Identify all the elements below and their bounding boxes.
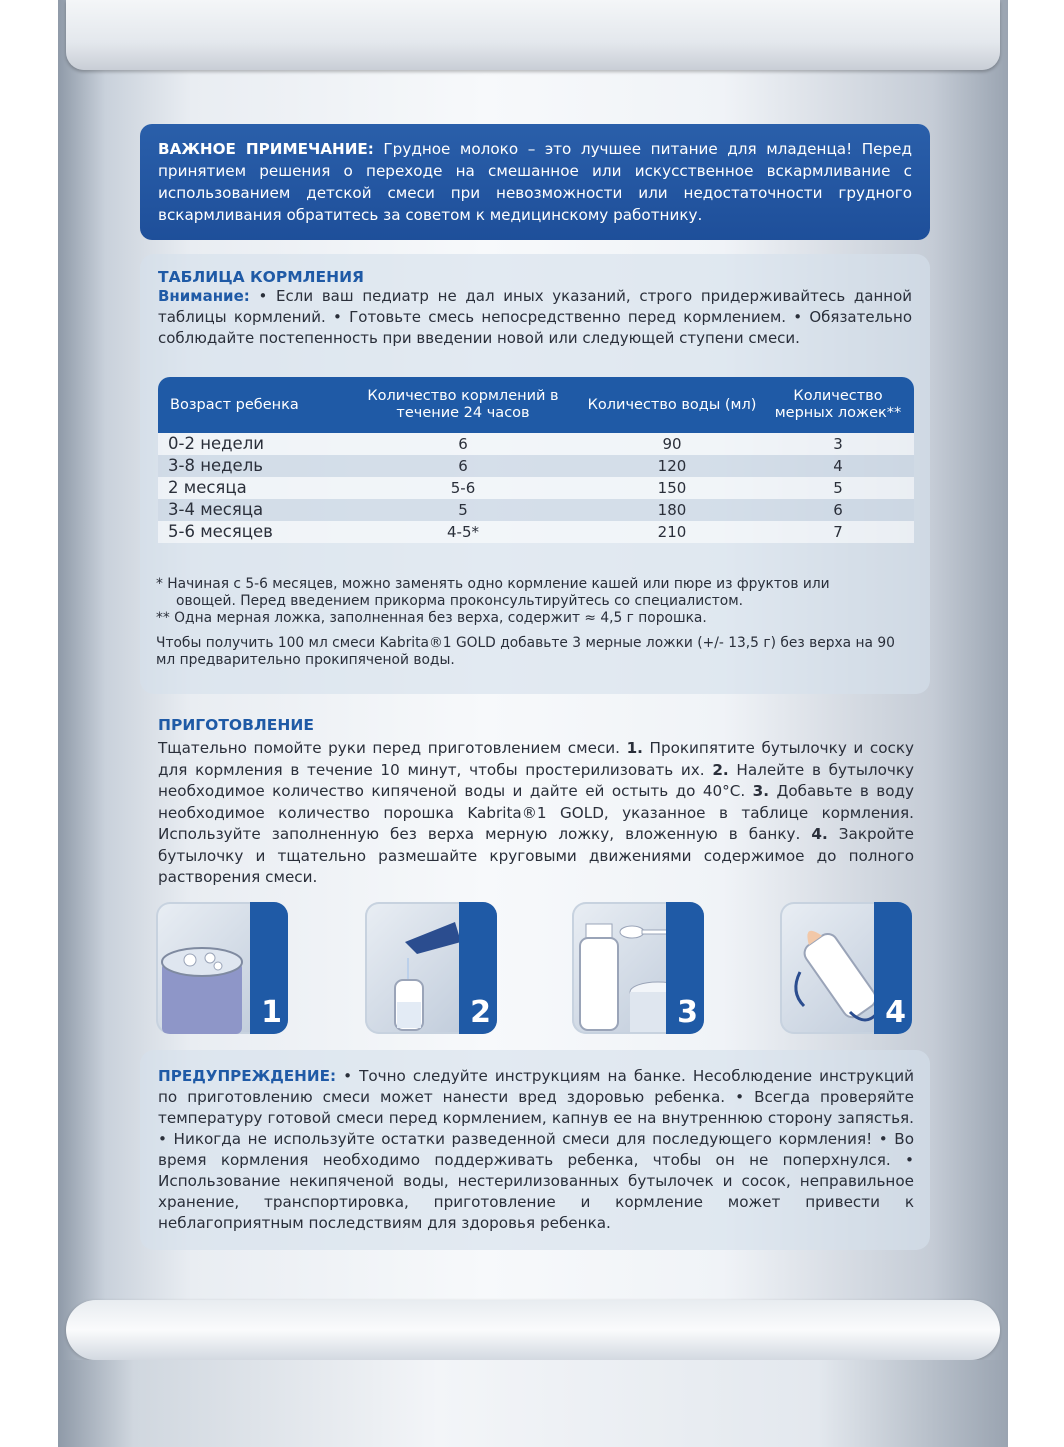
prep-step-1: Прокипятите бутылочку и соску для кормления в течение 10 минут, чтобы простерилизовать их. xyxy=(158,739,914,779)
cell-feedings: 5-6 xyxy=(344,477,582,499)
warning-label: ПРЕДУПРЕЖДЕНИЕ: xyxy=(158,1067,337,1085)
prep-step-3-num: 3. xyxy=(752,782,770,800)
step-number: 2 xyxy=(470,995,491,1030)
footnote-1: * Начиная с 5-6 месяцев, можно заменять одно кормление кашей или пюре из фруктов или xyxy=(156,576,830,592)
prep-step-1-num: 1. xyxy=(626,739,643,757)
prep-step-3: Добавьте в воду необходимое количество порошка Kabrita®1 GOLD, указанное в таблице кормления. Используйте заполненную без верха мерную ложку, вложенную в банку. xyxy=(158,782,914,843)
cell-feedings: 5 xyxy=(344,499,582,521)
table-row xyxy=(158,521,914,543)
attention-text: • Если ваш педиатр не дал иных указаний, строго придерживайтесь данной таблицы кормлений. • Готовьте смесь непосредственно перед кормлением. • Обязательно соблюдайте постепенность при введении новой или следующей ступени смеси. xyxy=(158,287,912,347)
warning-text: • Точно следуйте инструкциям на банке. Несоблюдение инструкций по приготовлению смеси может нанести вред здоровью ребенка. • Всегда проверяйте температуру готовой смеси перед кормлением, капнув ее на внутреннюю сторону запястья. • Никогда не используйте остатки разведенной смеси для последующего кормления! • Во время кормления необходимо поддерживать ребенка, чтобы он не поперхнулся. • Использование некипяченой воды, нестерилизованных бутылочек и сосок, неправильное хранение, транспортировка, приготовление и кормление может привести к неблагоприятным последствиям для здоровья ребенка. xyxy=(158,1067,914,1232)
header-feedings: Количество кормлений в течение 24 часов xyxy=(344,377,582,433)
cell-age: 5-6 месяцев xyxy=(158,521,344,543)
can-rim xyxy=(66,1300,1000,1360)
step-3-illustration xyxy=(572,902,704,1034)
prep-intro: Тщательно помойте руки перед приготовлением смеси. xyxy=(158,739,627,757)
cell-spoons: 7 xyxy=(762,521,914,543)
prep-step-4-num: 4. xyxy=(811,825,828,843)
footnote-2: ** Одна мерная ложка, заполненная без верха, содержит ≈ 4,5 г порошка. xyxy=(156,610,707,626)
header-water: Количество воды (мл) xyxy=(582,377,762,433)
feeding-table-header xyxy=(158,377,914,433)
cell-age: 3-4 месяца xyxy=(158,499,344,521)
cell-water: 210 xyxy=(582,521,762,543)
feeding-table xyxy=(158,377,914,543)
table-row xyxy=(158,477,914,499)
step-number: 1 xyxy=(261,995,282,1030)
step-2-illustration xyxy=(365,902,497,1034)
cell-feedings: 4-5* xyxy=(344,521,582,543)
prep-step-2-num: 2. xyxy=(712,760,729,779)
header-age: Возраст ребенка xyxy=(158,377,344,433)
step-number: 4 xyxy=(885,995,906,1030)
preparation-text xyxy=(158,738,914,889)
cell-feedings: 6 xyxy=(344,455,582,477)
step-number: 3 xyxy=(677,995,698,1030)
feeding-footnotes xyxy=(156,576,916,669)
feeding-attention xyxy=(158,286,912,349)
cell-water: 120 xyxy=(582,455,762,477)
cell-spoons: 3 xyxy=(762,433,914,455)
footnote-1-cont: овощей. Перед введением прикорма проконсультируйтесь со специалистом. xyxy=(176,593,744,609)
preparation-title: ПРИГОТОВЛЕНИЕ xyxy=(158,716,314,734)
attention-label: Внимание: xyxy=(158,287,250,305)
step-1-illustration xyxy=(156,902,288,1034)
cell-water: 90 xyxy=(582,433,762,455)
header-spoons: Количество мерных ложек** xyxy=(762,377,914,433)
cell-spoons: 6 xyxy=(762,499,914,521)
cell-age: 3-8 недель xyxy=(158,455,344,477)
cell-spoons: 4 xyxy=(762,455,914,477)
cell-water: 150 xyxy=(582,477,762,499)
warning-text-block xyxy=(158,1066,914,1234)
important-note xyxy=(140,124,930,240)
cell-spoons: 5 xyxy=(762,477,914,499)
cell-feedings: 6 xyxy=(344,433,582,455)
prep-step-2: Налейте в бутылочку необходимое количество кипяченой воды и дайте ей остыть до 40°C. xyxy=(158,760,914,800)
important-note-text: Грудное молоко – это лучшее питание для младенца! Перед принятием решения о переходе на смешанное или искусственное вскармливание с использованием детской смеси при невозможности или недостаточности грудного вскармливания обратитесь за советом к медицинскому работнику. xyxy=(158,140,912,224)
step-4-illustration xyxy=(780,902,912,1034)
can-lid xyxy=(66,0,1000,70)
table-row xyxy=(158,455,914,477)
feeding-title: ТАБЛИЦА КОРМЛЕНИЯ xyxy=(158,268,364,286)
cell-age: 0-2 недели xyxy=(158,433,344,455)
can-base xyxy=(58,1360,1008,1447)
prep-step-4: Закройте бутылочку и тщательно размешайте круговыми движениями содержимое до полного растворения смеси. xyxy=(158,825,914,886)
cell-water: 180 xyxy=(582,499,762,521)
cell-age: 2 месяца xyxy=(158,477,344,499)
table-row xyxy=(158,499,914,521)
recipe-note: Чтобы получить 100 мл смеси Kabrita®1 GOLD добавьте 3 мерные ложки (+/- 13,5 г) без верха на 90 мл предварительно прокипяченой воды. xyxy=(156,635,895,668)
important-note-label: ВАЖНОЕ ПРИМЕЧАНИЕ: xyxy=(158,140,374,158)
table-row xyxy=(158,433,914,455)
